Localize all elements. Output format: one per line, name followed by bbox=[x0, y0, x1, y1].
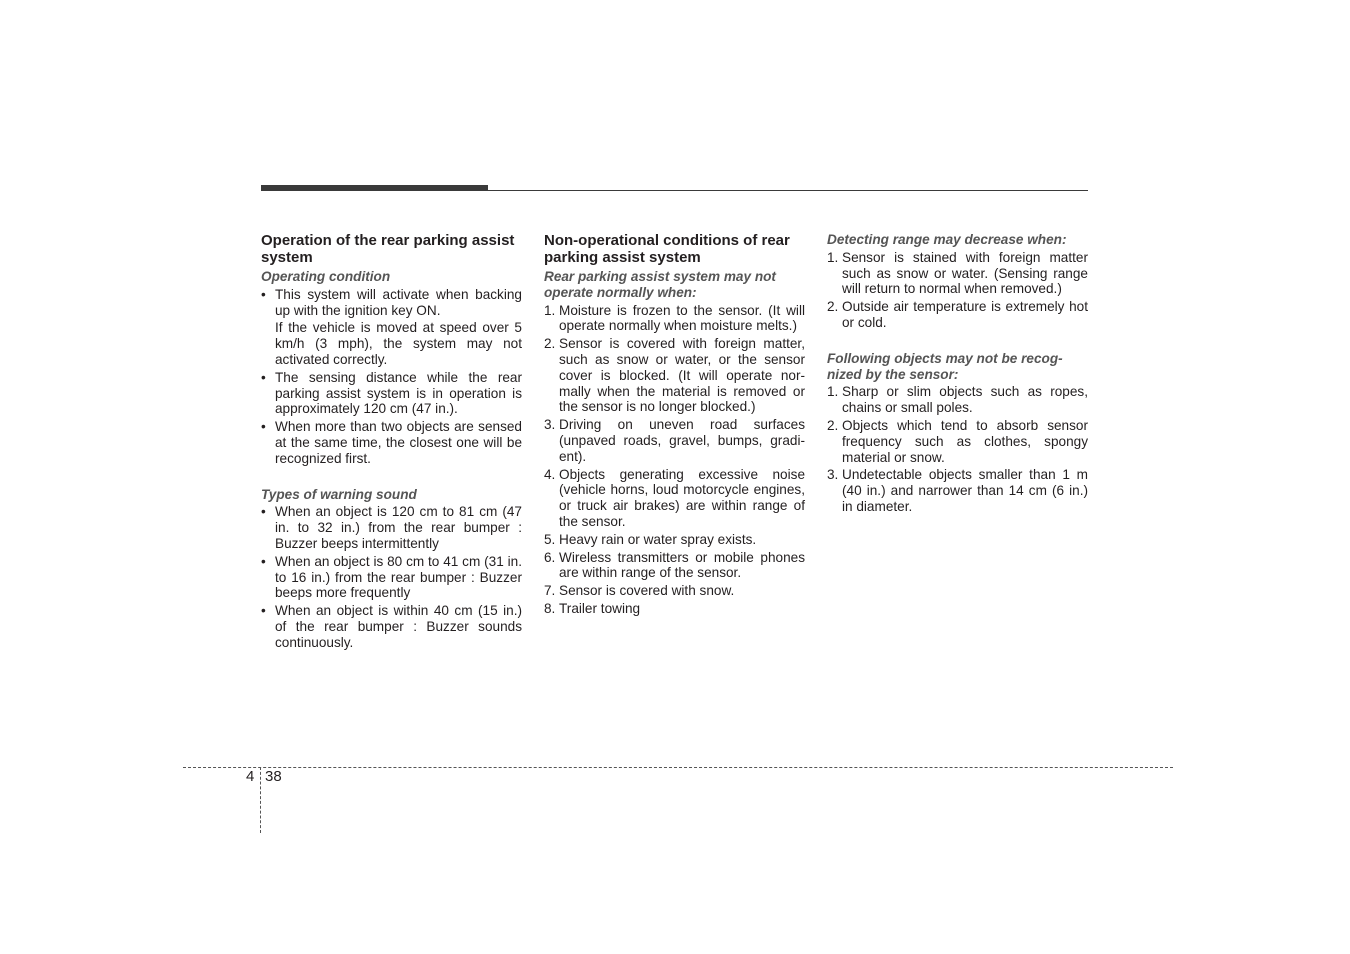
operating-condition-list bbox=[261, 287, 522, 319]
header-rule-thick bbox=[261, 185, 488, 191]
list-item: 3. Driving on uneven road surfaces (unpaved roads, gravel, bumps, gradi-ent). bbox=[544, 417, 805, 464]
header-rule-thin bbox=[488, 190, 1088, 191]
column-detecting-range bbox=[827, 232, 1088, 517]
list-item: • This system will activate when backing up with the ignition key ON. bbox=[261, 287, 522, 319]
column-operation bbox=[261, 232, 522, 653]
subsection-may-not-operate: Rear parking assist system may not operate normally when: bbox=[544, 269, 776, 300]
section-title: Non-operational conditions of rear parking assist system bbox=[544, 232, 790, 266]
not-recognized-list bbox=[827, 384, 1088, 514]
subsection-range-decrease: Detecting range may decrease when: bbox=[827, 232, 1067, 247]
list-item-continuation: If the vehicle is moved at speed over 5 km/h (3 mph), the system may not activated correctly. bbox=[275, 320, 522, 367]
list-item: 1. Sensor is stained with foreign matter such as snow or water. (Sensing range will return to normal when removed.) bbox=[827, 249, 1088, 297]
list-item: • The sensing distance while the rear parking assist system is in operation is approximately 120 cm (47 in.). bbox=[261, 370, 522, 417]
list-item: 8. Trailer towing bbox=[544, 600, 641, 616]
list-item: 1. Moisture is frozen to the sensor. (It will operate normally when moisture melts.) bbox=[544, 302, 805, 334]
list-item: • When more than two objects are sensed at the same time, the closest one will be recognized first. bbox=[261, 419, 522, 466]
range-decrease-list bbox=[827, 250, 1088, 331]
list-item: 4. Objects generating excessive noise (vehicle horns, loud motorcycle engines, or truck air brakes) are within range of the sensor. bbox=[544, 466, 805, 529]
list-item: 2. Outside air temperature is extremely hot or cold. bbox=[827, 299, 1088, 330]
list-item: 3. Undetectable objects smaller than 1 m (40 in.) and narrower than 14 cm (6 in.) in diameter. bbox=[827, 467, 1088, 514]
column-non-operational bbox=[544, 232, 805, 619]
section-title: Operation of the rear parking assist system bbox=[261, 232, 515, 266]
footer-dashed-line bbox=[183, 767, 1173, 768]
subsection-not-recognized: Following objects may not be recog-nized by the sensor: bbox=[827, 350, 1063, 382]
chapter-number: 4 bbox=[246, 768, 255, 785]
subsection-operating-condition: Operating condition bbox=[261, 269, 391, 284]
list-item: 2. Sensor is covered with foreign matter, such as snow or water, or the sensor cover is blocked. (It will operate nor-mally when the material is removed or the sensor is no longer blocked.) bbox=[544, 336, 805, 415]
warning-sound-list bbox=[261, 504, 522, 650]
list-item: • When an object is 120 cm to 81 cm (47 in. to 32 in.) from the rear bumper : Buzzer beeps intermittently bbox=[261, 504, 522, 551]
footer-dashed-divider bbox=[260, 767, 261, 833]
subsection-warning-sound: Types of warning sound bbox=[261, 486, 417, 502]
list-item: • When an object is 80 cm to 41 cm (31 in. to 16 in.) from the rear bumper : Buzzer beeps more frequently bbox=[261, 554, 522, 601]
list-item: 1. Sharp or slim objects such as ropes, chains or small poles. bbox=[827, 384, 1088, 416]
list-item: • When an object is within 40 cm (15 in.) of the rear bumper : Buzzer sounds continuously. bbox=[261, 603, 522, 650]
list-item: 5. Heavy rain or water spray exists. bbox=[544, 531, 757, 547]
list-item: 7. Sensor is covered with snow. bbox=[544, 583, 735, 599]
list-item: 2. Objects which tend to absorb sensor frequency such as clothes, spongy material or snow. bbox=[827, 417, 1088, 465]
non-operational-list bbox=[544, 303, 805, 617]
list-item: 6. Wireless transmitters or mobile phones are within range of the sensor. bbox=[544, 549, 805, 581]
page-number: 38 bbox=[265, 768, 282, 785]
